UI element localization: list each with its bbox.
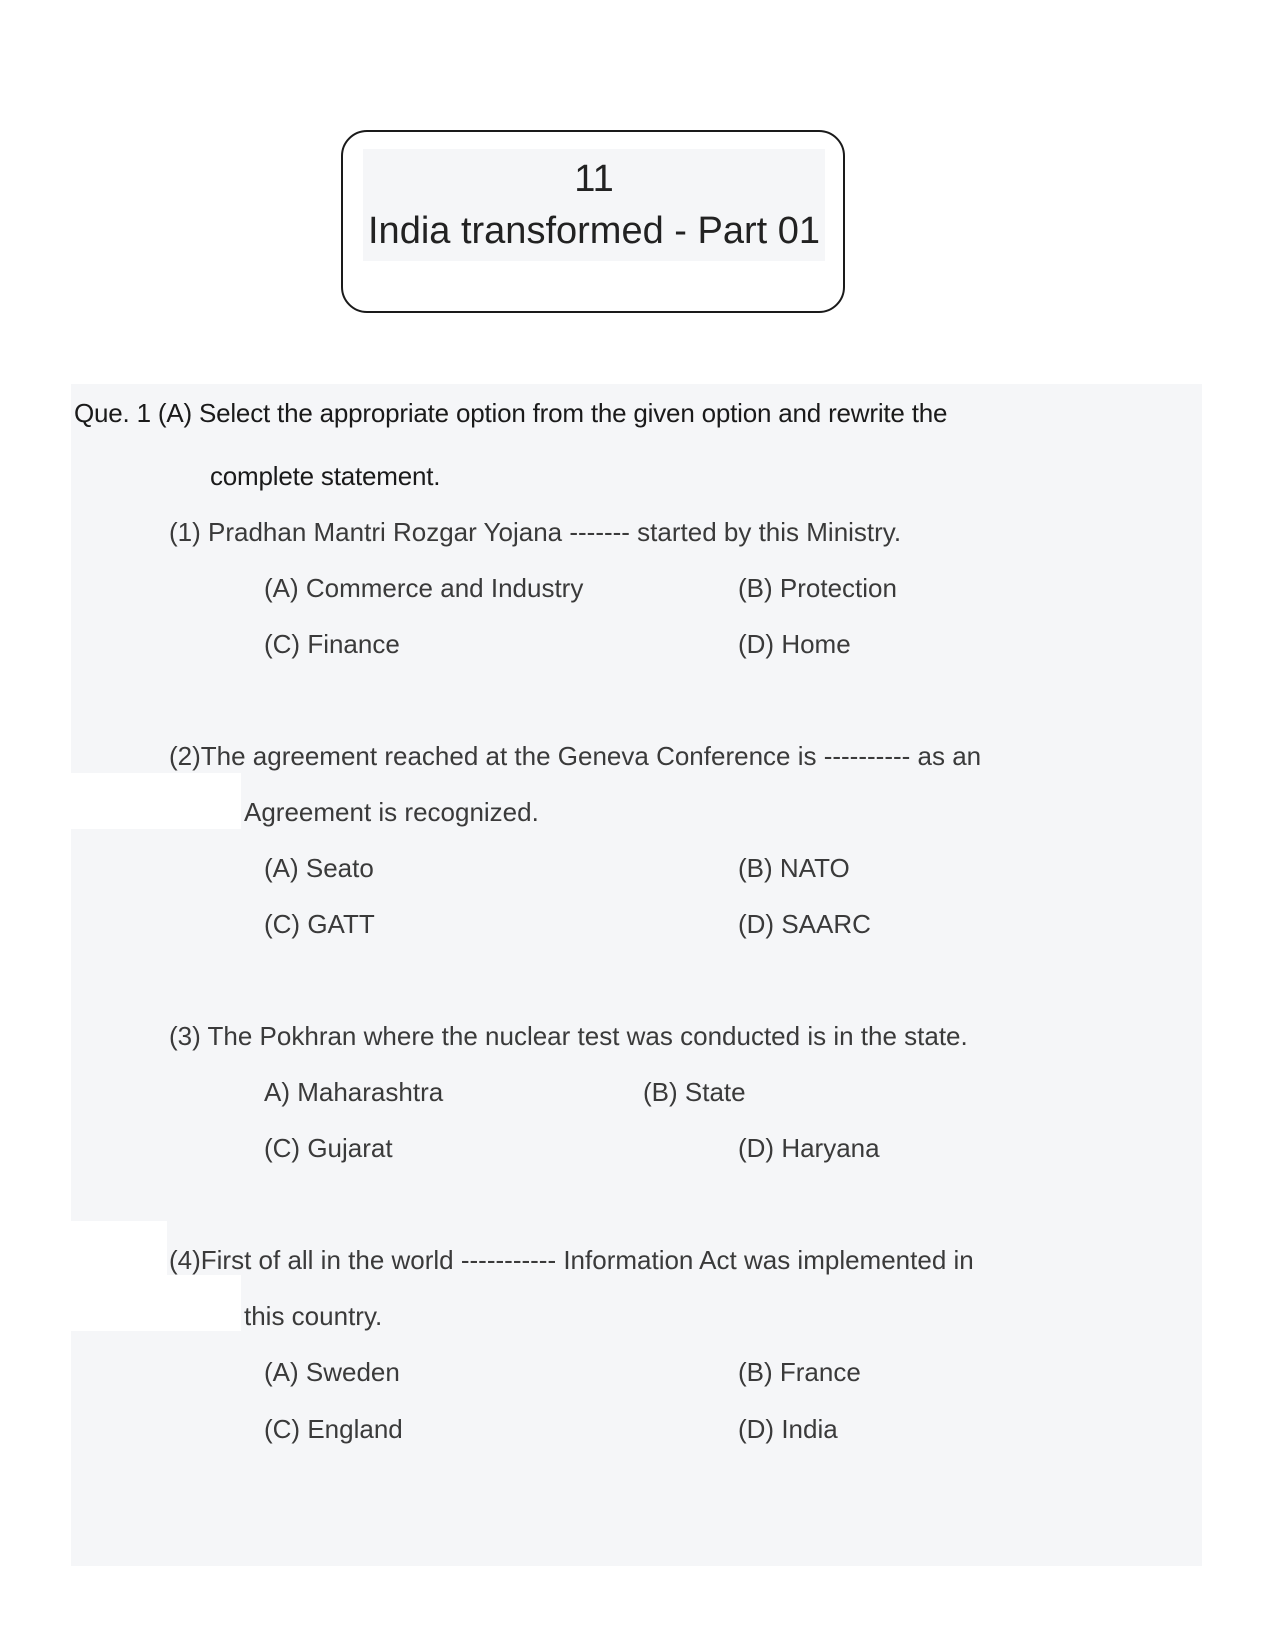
background-gap (167, 1275, 241, 1331)
question-4-option-a: (A) Sweden (264, 1357, 400, 1387)
question-1-option-d: (D) Home (738, 629, 851, 659)
question-4-text-continued: this country. (244, 1301, 383, 1331)
question-2-option-a: (A) Seato (264, 853, 374, 883)
question-2-text-continued: Agreement is recognized. (244, 797, 539, 827)
question-3-option-d: (D) Haryana (738, 1133, 880, 1163)
background-gap (71, 1221, 167, 1331)
content-background (71, 384, 1202, 1566)
question-instruction-line-2: complete statement. (210, 461, 441, 491)
chapter-number: 11 (574, 158, 614, 200)
question-3-text: (3) The Pokhran where the nuclear test was conducted is in the state. (169, 1021, 968, 1051)
question-4-text: (4)First of all in the world ----------- Information Act was implemented in (169, 1245, 974, 1275)
question-instruction-line-1: Que. 1 (A) Select the appropriate option from the given option and rewrite the (74, 398, 948, 428)
question-2-option-b: (B) NATO (738, 853, 850, 883)
question-2-text: (2)The agreement reached at the Geneva Conference is ---------- as an (169, 741, 982, 771)
chapter-title-box (341, 130, 845, 313)
question-2-option-d: (D) SAARC (738, 909, 871, 939)
chapter-title-panel (363, 149, 825, 261)
question-1-text: (1) Pradhan Mantri Rozgar Yojana ------- started by this Ministry. (169, 517, 902, 547)
question-4-option-c: (C) England (264, 1414, 403, 1444)
question-1-option-c: (C) Finance (264, 629, 400, 659)
question-3-option-c: (C) Gujarat (264, 1133, 393, 1163)
question-4-option-b: (B) France (738, 1357, 861, 1387)
background-gap (71, 773, 241, 829)
question-3-option-a: A) Maharashtra (264, 1077, 444, 1107)
chapter-title: India transformed - Part 01 (368, 210, 820, 252)
question-1-option-a: (A) Commerce and Industry (264, 573, 584, 603)
question-1-option-b: (B) Protection (738, 573, 897, 603)
question-2-option-c: (C) GATT (264, 909, 375, 939)
question-3-option-b: (B) State (643, 1077, 746, 1107)
question-4-option-d: (D) India (738, 1414, 838, 1444)
